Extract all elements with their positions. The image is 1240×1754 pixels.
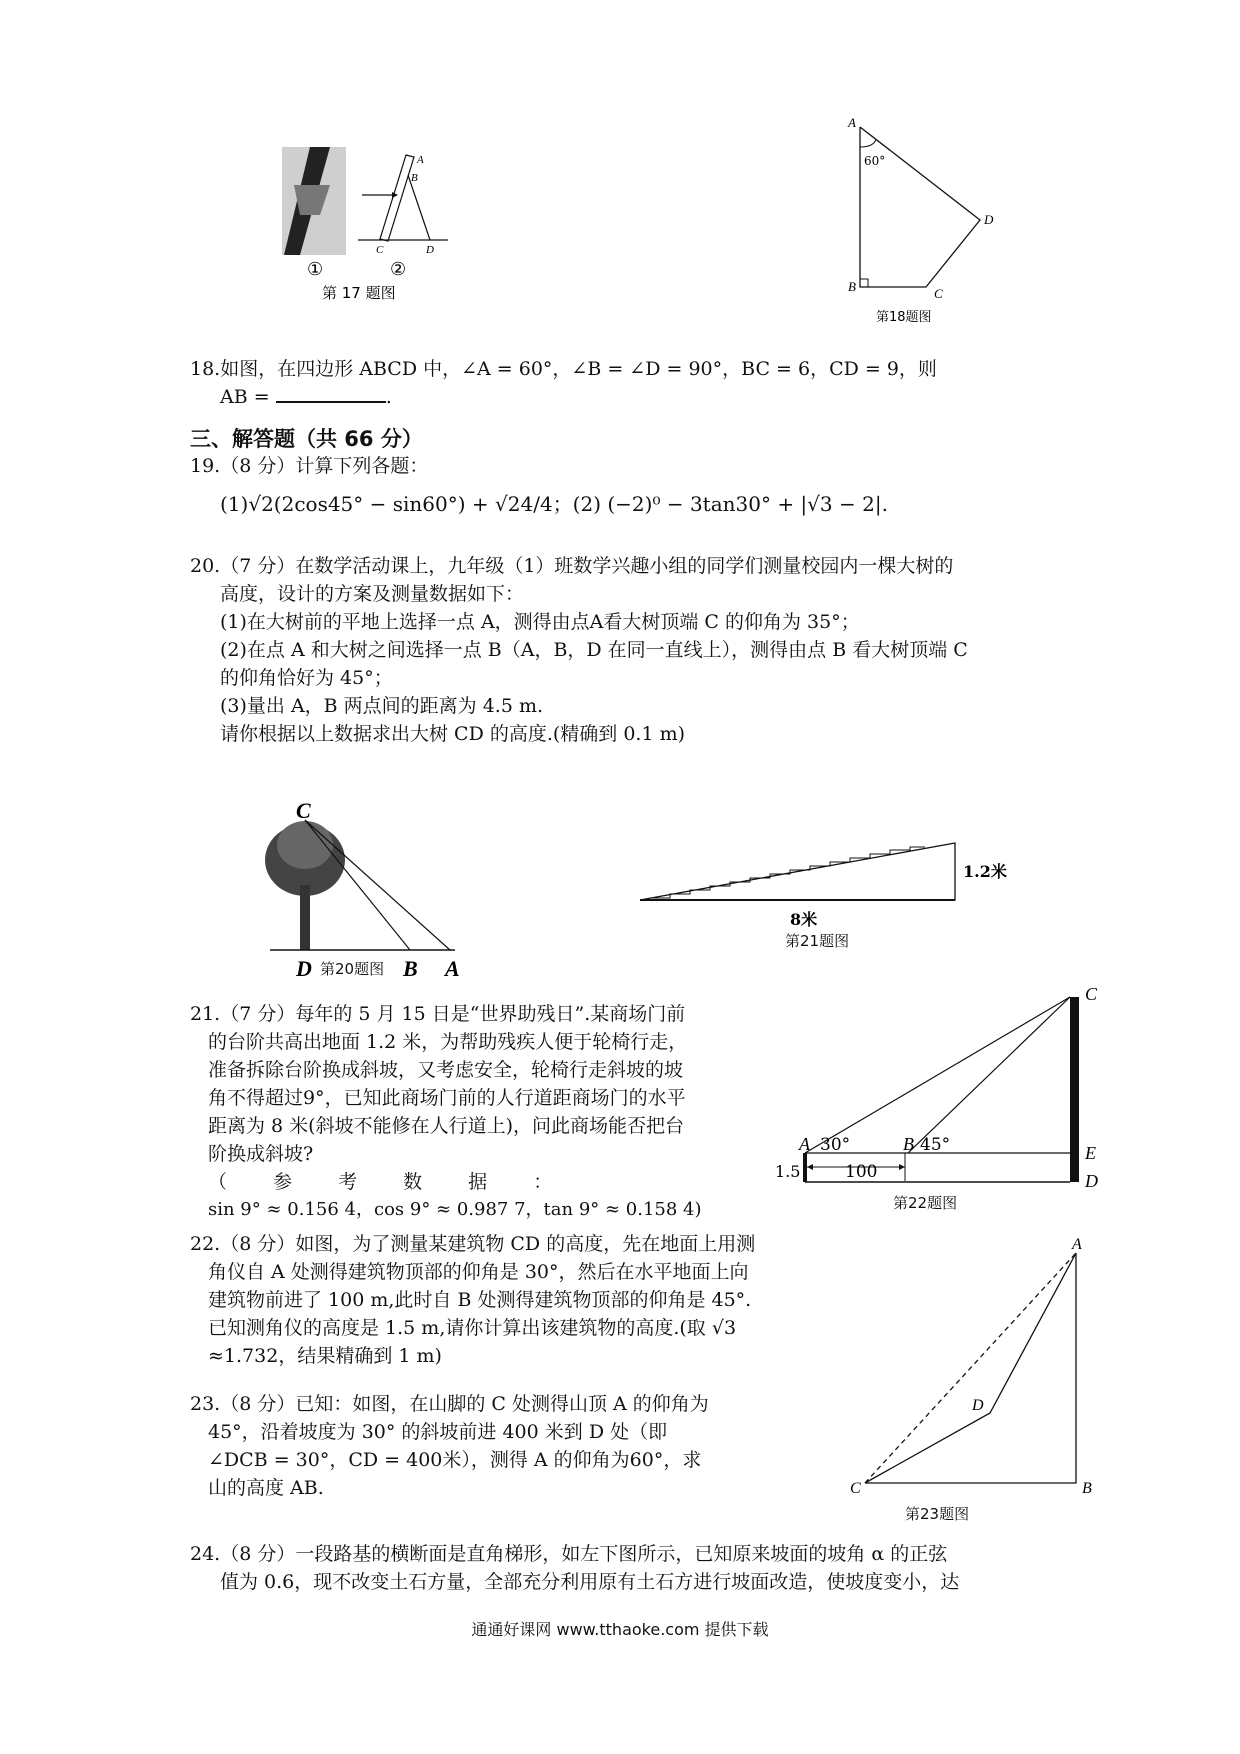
question-21 bbox=[190, 1000, 770, 1224]
fig23-label-B: B bbox=[1082, 1480, 1092, 1497]
fig22-height-1-5: 1.5 bbox=[775, 1162, 801, 1181]
question-23 bbox=[190, 1390, 780, 1502]
fig17-sub-label-2: ② bbox=[390, 259, 407, 280]
fig17-label-C: C bbox=[376, 244, 384, 256]
q19-intro: 19.（8 分）计算下列各题： bbox=[190, 455, 429, 477]
fig22-angle-30: 30° bbox=[820, 1135, 851, 1155]
fig22-label-C: C bbox=[1085, 985, 1098, 1004]
fig17-label-B: B bbox=[411, 172, 418, 184]
q18-period: . bbox=[385, 386, 392, 408]
fig21-height-label: 1.2米 bbox=[963, 862, 1007, 881]
q21-line4: 角不得超过9°，已知此商场门前的人行道距商场门的水平 bbox=[208, 1087, 686, 1109]
fig20-label-B: B bbox=[403, 956, 418, 980]
figure-21 bbox=[630, 825, 1020, 960]
q20-line2: 高度，设计的方案及测量数据如下： bbox=[220, 583, 525, 605]
q18-ab: AB = bbox=[220, 386, 270, 408]
q20-line6: (3)量出 A，B 两点间的距离为 4.5 m. bbox=[220, 695, 544, 717]
fig18-label-C: C bbox=[934, 286, 943, 301]
q21-line6: 阶换成斜坡? bbox=[208, 1143, 314, 1165]
q22-line2: 角仪自 A 处测得建筑物顶部的仰角是 30°，然后在水平地面上向 bbox=[208, 1261, 749, 1283]
question-19 bbox=[190, 452, 1070, 518]
q21-line1: 21.（7 分）每年的 5 月 15 日是“世界助残日”.某商场门前 bbox=[190, 1003, 686, 1025]
figure-20 bbox=[260, 790, 480, 980]
q23-line4: 山的高度 AB. bbox=[208, 1477, 324, 1499]
question-20 bbox=[190, 552, 1070, 748]
question-22 bbox=[190, 1230, 830, 1370]
q20-line4: (2)在点 A 和大树之间选择一点 B（A，B，D 在同一直线上），测得由点 B 看大树顶端 C bbox=[220, 639, 968, 661]
q20-line1: 20.（7 分）在数学活动课上，九年级（1）班数学兴趣小组的同学们测量校园内一棵大树的 bbox=[190, 555, 954, 577]
figure-22 bbox=[775, 985, 1105, 1225]
fig23-label-A: A bbox=[1072, 1236, 1082, 1253]
q21-line5: 距离为 8 米(斜坡不能修在人行道上)，问此商场能否把台 bbox=[208, 1115, 684, 1137]
q22-line5: ≈1.732，结果精确到 1 m) bbox=[208, 1345, 442, 1367]
fig18-label-A: A bbox=[848, 115, 856, 130]
fig17-label-A: A bbox=[417, 154, 424, 166]
fig21-length-label: 8米 bbox=[790, 910, 818, 929]
section-3-heading: 三、解答题（共 66 分） bbox=[190, 427, 423, 451]
page-footer: 通通好课网 www.tthaoke.com 提供下载 bbox=[471, 1620, 769, 1639]
q20-line3: (1)在大树前的平地上选择一点 A，测得由点A看大树顶端 C 的仰角为 35°； bbox=[220, 611, 860, 633]
figure-22-drawing bbox=[775, 985, 1105, 1190]
q22-line4: 已知测角仪的高度是 1.5 m,请你计算出该建筑物的高度.(取 √3 bbox=[208, 1317, 737, 1339]
fig17-caption: 第 17 题图 bbox=[322, 284, 396, 302]
fig23-label-C: C bbox=[850, 1480, 861, 1497]
q24-line1: 24.（8 分）一段路基的横断面是直角梯形，如左下图所示，已知原来坡面的坡角 α 的正弦 bbox=[190, 1543, 948, 1565]
fig18-angle: 60° bbox=[864, 154, 886, 168]
fig22-label-B: B bbox=[903, 1134, 914, 1154]
figure-17 bbox=[280, 145, 500, 305]
q21-line2: 的台阶共高出地面 1.2 米，为帮助残疾人便于轮椅行走， bbox=[208, 1031, 688, 1053]
q18-answer-blank bbox=[276, 383, 386, 403]
figure-21-drawing bbox=[630, 825, 1020, 945]
q18-line2 bbox=[190, 383, 1070, 411]
fig23-caption: 第23题图 bbox=[905, 1505, 970, 1523]
q23-line2: 45°，沿着坡度为 30° 的斜坡前进 400 米到 D 处（即 bbox=[208, 1421, 668, 1443]
figure-18-drawing bbox=[840, 115, 1020, 335]
fig23-label-D: D bbox=[972, 1397, 984, 1414]
q23-line1: 23.（8 分）已知：如图，在山脚的 C 处测得山顶 A 的仰角为 bbox=[190, 1393, 709, 1415]
fig18-caption: 第18题图 bbox=[876, 310, 932, 325]
q21-line8: sin 9° ≈ 0.156 4，cos 9° ≈ 0.987 7，tan 9° ≈ 0.158 4) bbox=[208, 1199, 702, 1220]
fig22-distance-100: 100 bbox=[845, 1162, 878, 1182]
q20-line5: 的仰角恰好为 45°； bbox=[220, 667, 393, 689]
q20-line7: 请你根据以上数据求出大树 CD 的高度.(精确到 0.1 m) bbox=[220, 723, 686, 745]
question-18 bbox=[190, 355, 1070, 411]
figure-23-drawing bbox=[840, 1235, 1100, 1500]
figure-17-drawing bbox=[280, 145, 500, 305]
fig20-label-C: C bbox=[296, 798, 311, 823]
fig22-caption: 第22题图 bbox=[893, 1194, 958, 1212]
fig22-label-E: E bbox=[1085, 1143, 1096, 1163]
q22-line1: 22.（8 分）如图，为了测量某建筑物 CD 的高度，先在地面上用测 bbox=[190, 1233, 756, 1255]
question-24 bbox=[190, 1540, 1070, 1596]
fig17-label-D: D bbox=[426, 244, 434, 256]
figure-18 bbox=[840, 115, 1020, 335]
fig20-label-A: A bbox=[445, 956, 460, 980]
fig21-caption: 第21题图 bbox=[785, 932, 850, 950]
q21-line7: （ 参 考 数 据 ： bbox=[208, 1171, 553, 1193]
fig22-label-A: A bbox=[799, 1134, 810, 1154]
fig22-angle-45: 45° bbox=[920, 1135, 951, 1155]
fig20-caption: 第20题图 bbox=[320, 960, 385, 978]
q23-line3: ∠DCB = 30°，CD = 400米），测得 A 的仰角为60°，求 bbox=[208, 1449, 702, 1471]
q24-line2: 值为 0.6，现不改变土石方量，全部充分利用原有土石方进行坡面改造，使坡度变小，达 bbox=[220, 1571, 960, 1593]
fig20-label-D: D bbox=[296, 956, 312, 980]
fig17-sub-label-1: ① bbox=[307, 259, 324, 280]
figure-23 bbox=[840, 1235, 1100, 1530]
figure-20-drawing bbox=[260, 790, 480, 980]
fig22-label-D: D bbox=[1085, 1171, 1098, 1190]
fig18-label-B: B bbox=[848, 279, 856, 294]
q22-line3: 建筑物前进了 100 m,此时自 B 处测得建筑物顶部的仰角是 45°. bbox=[208, 1289, 752, 1311]
q21-line3: 准备拆除台阶换成斜坡，又考虑安全，轮椅行走斜坡的坡 bbox=[208, 1059, 684, 1081]
q18-line1: 18.如图，在四边形 ABCD 中，∠A = 60°，∠B = ∠D = 90°，BC = 6，CD = 9，则 bbox=[190, 358, 937, 380]
q19-expression: (1)√2(2cos45° − sin60°) + √24/4；(2) (−2)⁰ − 3tan30° + |√3 − 2|. bbox=[220, 492, 888, 516]
fig18-label-D: D bbox=[984, 212, 994, 227]
